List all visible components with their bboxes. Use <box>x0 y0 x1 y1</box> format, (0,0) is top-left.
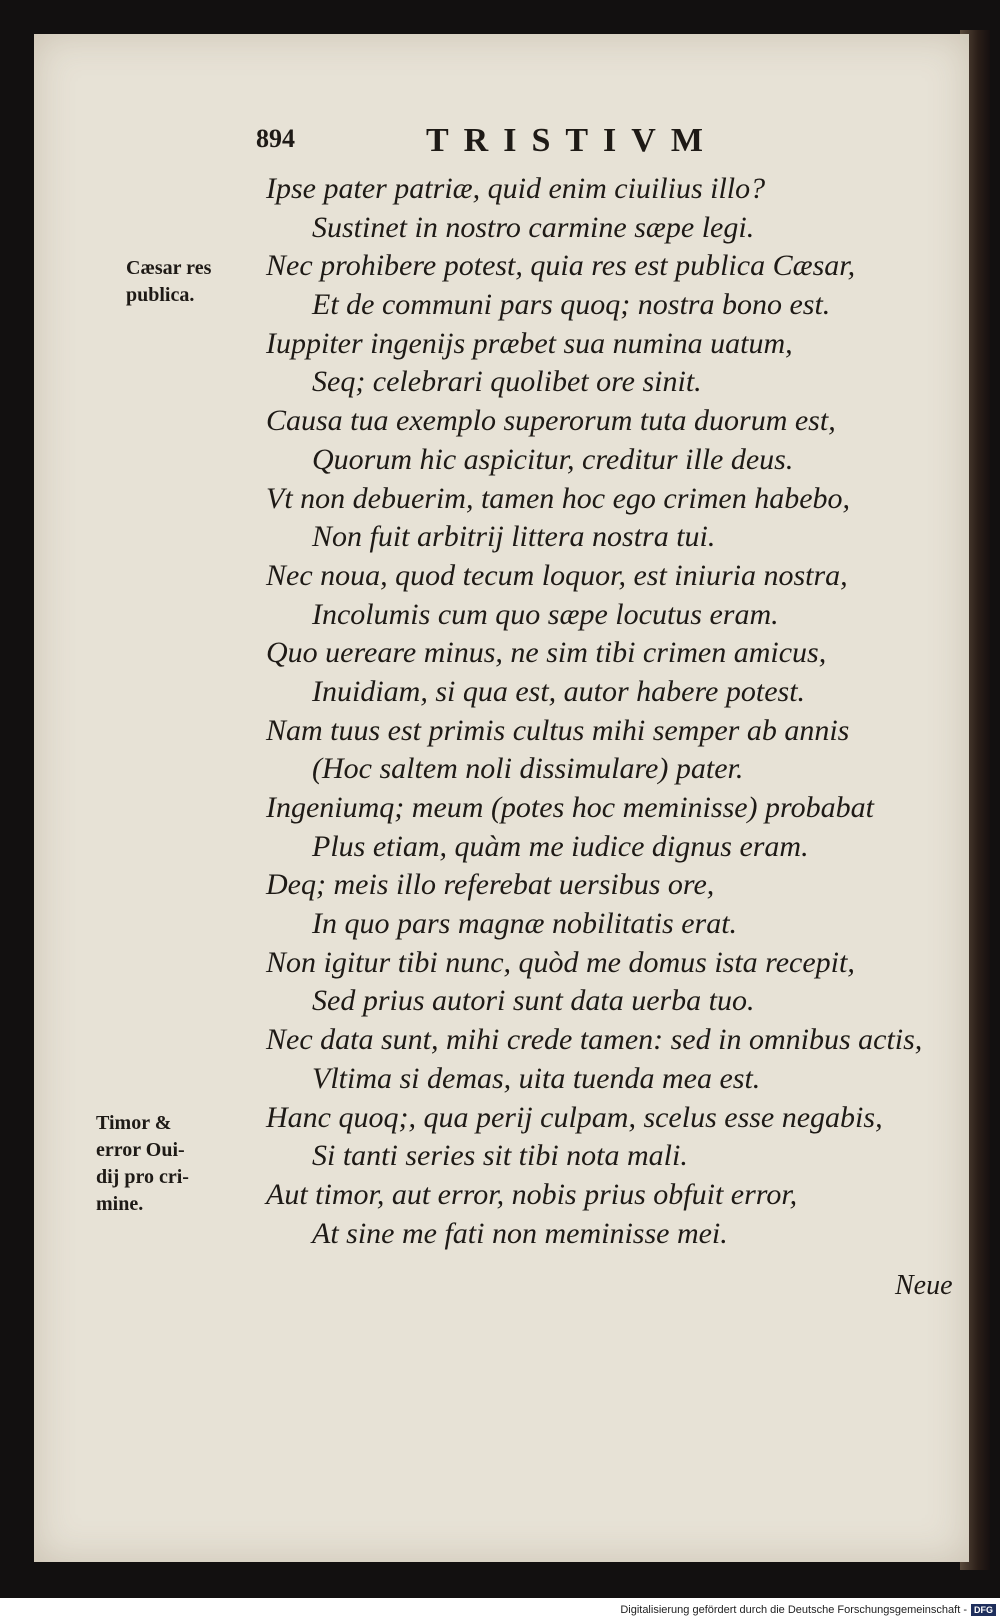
verse-line: Incolumis cum quo sæpe locutus eram. <box>312 597 779 631</box>
verse-line: Plus etiam, quàm me iudice dignus eram. <box>312 829 809 863</box>
verse-line: Inuidiam, si qua est, autor habere potest. <box>312 674 806 708</box>
marginal-note-line: dij pro cri- <box>96 1166 189 1188</box>
verse-line: Sustinet in nostro carmine sæpe legi. <box>312 210 755 244</box>
verse-text <box>266 170 923 1253</box>
verse-line: Ipse pater patriæ, quid enim ciuilius illo? <box>266 172 766 205</box>
verse-line: Vltima si demas, uita tuenda mea est. <box>312 1061 761 1095</box>
verse-line: Nec prohibere potest, quia res est publica Cæsar, <box>266 249 856 283</box>
verse-line: Non fuit arbitrij littera nostra tui. <box>312 520 716 554</box>
verse-line: Vt non debuerim, tamen hoc ego crimen habebo, <box>266 481 851 515</box>
verse-line: (Hoc saltem noli dissimulare) pater. <box>312 752 744 786</box>
verse-line: Causa tua exemplo superorum tuta duorum est, <box>266 404 836 438</box>
digitization-credit <box>620 1604 996 1616</box>
verse-line: Nec noua, quod tecum loquor, est iniuria nostra, <box>266 558 848 592</box>
verse-line: Quo uereare minus, ne sim tibi crimen amicus, <box>266 636 827 670</box>
marginal-note-line: publica. <box>126 284 195 306</box>
marginal-note-line: error Oui- <box>96 1139 185 1161</box>
verse-line: Quorum hic aspicitur, creditur ille deus. <box>312 442 794 476</box>
marginal-note-line: Cæsar res <box>126 257 212 279</box>
page-number: 894 <box>256 124 295 153</box>
marginal-note-line: Timor & <box>96 1112 172 1134</box>
verse-line: Seq; celebrari quolibet ore sinit. <box>312 365 702 399</box>
credit-text: Digitalisierung gefördert durch die Deutsche Forschungsgemeinschaft - <box>620 1604 967 1616</box>
verse-line: At sine me fati non meminisse mei. <box>312 1216 728 1250</box>
verse-line: Aut timor, aut error, nobis prius obfuit error, <box>266 1177 798 1211</box>
marginal-note-line: mine. <box>96 1193 144 1215</box>
catchword: Neue <box>895 1270 953 1301</box>
running-title: TRISTIVM <box>426 122 718 159</box>
verse-line: Sed prius autori sunt data uerba tuo. <box>312 984 755 1018</box>
verse-line: Ingeniumq; meum (potes hoc meminisse) probabat <box>266 791 874 824</box>
verse-line: Deq; meis illo referebat uersibus ore, <box>266 868 715 902</box>
marginal-note-timor <box>96 1110 189 1218</box>
verse-line: Et de communi pars quoq; nostra bono est. <box>312 288 831 322</box>
verse-line: Nam tuus est primis cultus mihi semper ab annis <box>266 713 850 747</box>
dfg-logo: DFG <box>971 1604 996 1616</box>
verse-line: Nec data sunt, mihi crede tamen: sed in omnibus actis, <box>266 1023 923 1057</box>
verse-line: Hanc quoq;, qua perij culpam, scelus esse negabis, <box>266 1100 883 1134</box>
verse-line: Si tanti series sit tibi nota mali. <box>312 1139 688 1173</box>
verse-line: Iuppiter ingenijs præbet sua numina uatum, <box>266 326 793 360</box>
verse-line: In quo pars magnæ nobilitatis erat. <box>312 907 738 941</box>
verse-line: Non igitur tibi nunc, quòd me domus ista recepit, <box>266 945 855 979</box>
marginal-note-caesar <box>126 255 211 309</box>
page-header <box>256 124 780 164</box>
